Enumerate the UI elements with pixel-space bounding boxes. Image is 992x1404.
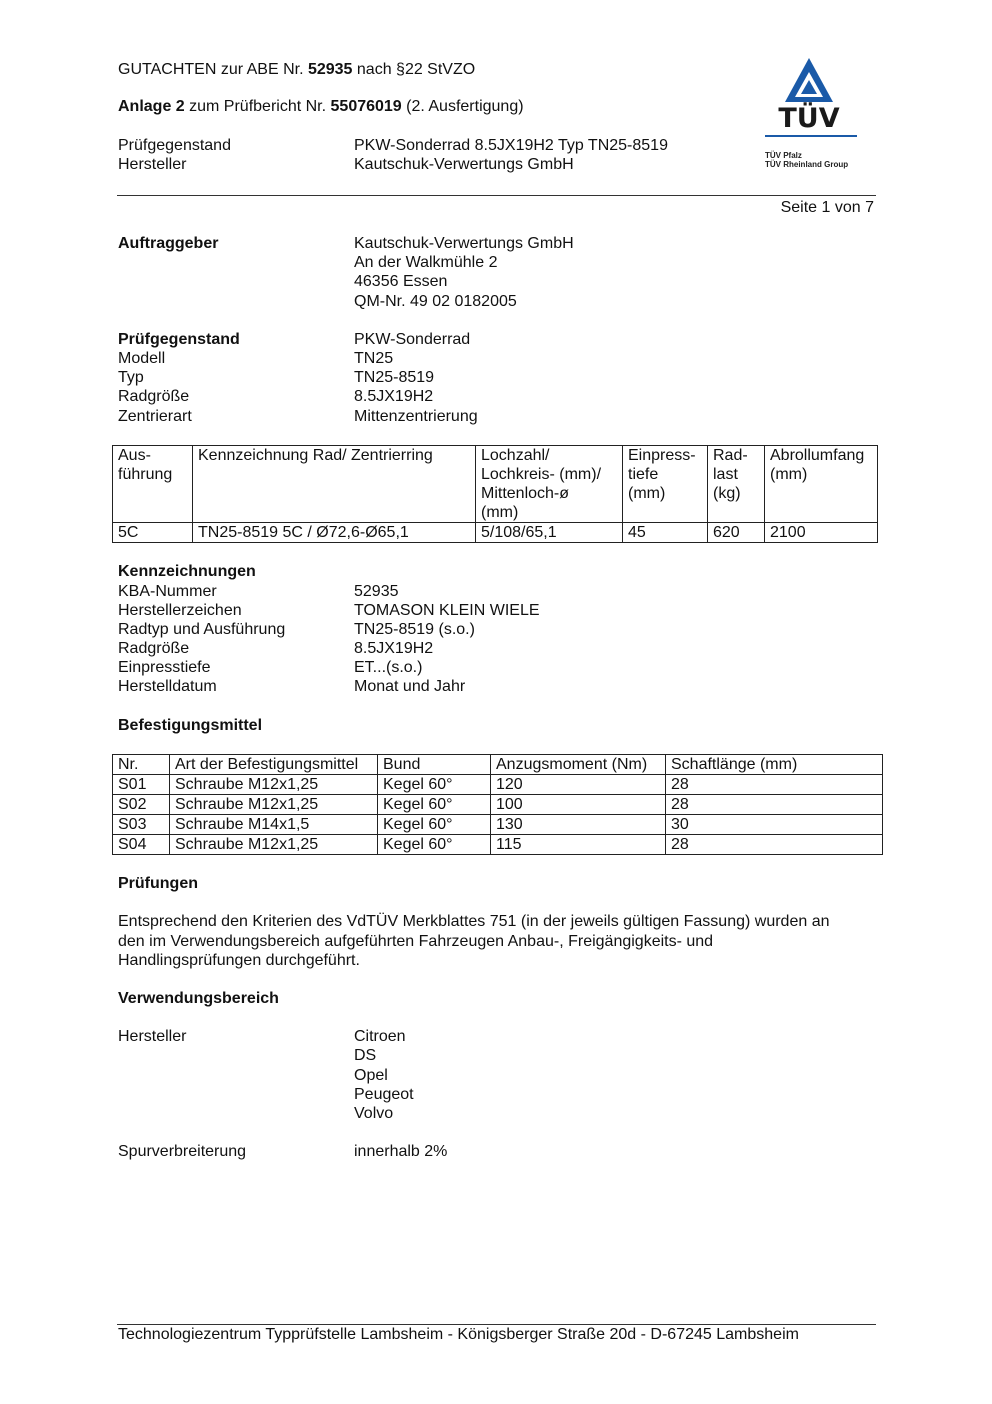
- marking-label: Herstellerzeichen: [118, 602, 242, 619]
- table-cell: 5C: [113, 523, 193, 543]
- tests-paragraph-line: Entsprechend den Kriterien des VdTÜV Merkblattes 751 (in der jeweils gültigen Fassung) wurden an: [118, 913, 830, 930]
- table-cell: 45: [623, 523, 708, 543]
- annex-mid: zum Prüfbericht Nr.: [184, 98, 331, 115]
- table-cell: 100: [491, 795, 666, 815]
- header-line: Lochzahl/: [481, 447, 550, 464]
- table-header-cell: Nr.: [113, 755, 170, 775]
- marking-value: TN25-8519 (s.o.): [354, 621, 475, 638]
- header-line: (kg): [713, 485, 741, 502]
- table-cell: Kegel 60°: [378, 835, 491, 855]
- tuv-logo-sub2: TÜV Rheinland Group: [765, 160, 849, 169]
- footer-address: Technologiezentrum Typprüfstelle Lambsheim - Königsberger Straße 20d - D-67245 Lambsheim: [118, 1326, 799, 1343]
- subject-value: TN25-8519: [354, 369, 435, 386]
- header-line: Kennzeichnung Rad/ Zentrierring: [198, 447, 433, 464]
- table-cell: S01: [113, 775, 170, 795]
- table-cell: S02: [113, 795, 170, 815]
- tuv-logo-sub1: TÜV Pfalz: [765, 151, 802, 160]
- fasteners-table: [112, 754, 883, 855]
- table-cell: Kegel 60°: [378, 795, 491, 815]
- track-widening-value: innerhalb 2%: [354, 1143, 448, 1160]
- header-line: Aus-: [118, 447, 151, 464]
- table-header-cell: Art der Befestigungsmittel: [170, 755, 378, 775]
- table-cell: S03: [113, 815, 170, 835]
- abe-number: 52935: [307, 61, 353, 78]
- table-cell: 28: [666, 835, 883, 855]
- table-cell: 30: [666, 815, 883, 835]
- marking-label: KBA-Nummer: [118, 583, 217, 600]
- table-cell: 620: [708, 523, 765, 543]
- marking-value: ET...(s.o.): [354, 659, 423, 676]
- tuv-logo: [762, 56, 862, 176]
- table-header-cell: [708, 446, 765, 523]
- table-row: [113, 795, 883, 815]
- subject-heading: Prüfgegenstand: [118, 331, 240, 348]
- usage-maker: Peugeot: [354, 1086, 414, 1103]
- table-cell: 120: [491, 775, 666, 795]
- tests-paragraph-line: den im Verwendungsbereich aufgeführten Fahrzeugen Anbau-, Freigängigkeits- und: [118, 933, 714, 950]
- marking-label: Einpresstiefe: [118, 659, 211, 676]
- marking-value: Monat und Jahr: [354, 678, 466, 695]
- tests-paragraph-line: Handlingsprüfungen durchgeführt.: [118, 952, 360, 969]
- table-header-cell: Anzugsmoment (Nm): [491, 755, 666, 775]
- markings-heading: Kennzeichnungen: [118, 563, 256, 580]
- header-line: (mm): [770, 466, 808, 483]
- track-widening-label: Spurverbreiterung: [118, 1143, 247, 1160]
- tuv-logo-rule: [765, 135, 857, 137]
- test-report-number: 55076019: [330, 98, 402, 115]
- header-line: Mittenloch-ø: [481, 485, 570, 502]
- annex-suffix: (2. Ausfertigung): [401, 98, 524, 115]
- client-name: Kautschuk-Verwertungs GmbH: [354, 235, 574, 252]
- report-title-prefix: GUTACHTEN zur ABE Nr.: [118, 61, 308, 78]
- header-line: tiefe: [628, 466, 659, 483]
- usage-maker: Citroen: [354, 1028, 406, 1045]
- table-row: [113, 775, 883, 795]
- marking-label: Radgröße: [118, 640, 190, 657]
- table-cell: 115: [491, 835, 666, 855]
- wheel-spec-table: [112, 445, 878, 543]
- usage-maker: DS: [354, 1047, 377, 1064]
- table-header-cell: Bund: [378, 755, 491, 775]
- table-cell: 5/108/65,1: [476, 523, 623, 543]
- table-cell: 2100: [765, 523, 878, 543]
- table-cell: Schraube M12x1,25: [170, 775, 378, 795]
- page-number: Seite 1 von 7: [780, 199, 874, 216]
- table-cell: S04: [113, 835, 170, 855]
- header-divider: [117, 195, 876, 196]
- subject-value: Mittenzentrierung: [354, 408, 478, 425]
- header-line: Rad-: [713, 447, 748, 464]
- header-line: führung: [118, 466, 173, 483]
- usage-heading: Verwendungsbereich: [118, 990, 279, 1007]
- table-cell: Schraube M12x1,25: [170, 795, 378, 815]
- table-row: [113, 815, 883, 835]
- table-cell: TN25-8519 5C / Ø72,6-Ø65,1: [193, 523, 476, 543]
- header-line: Einpress-: [628, 447, 696, 464]
- table-cell: 28: [666, 795, 883, 815]
- header-maker-label: Hersteller: [118, 156, 187, 173]
- table-header-cell: [765, 446, 878, 523]
- annex-line: [118, 97, 524, 116]
- table-cell: Kegel 60°: [378, 815, 491, 835]
- usage-maker: Volvo: [354, 1105, 394, 1122]
- marking-value: TOMASON KLEIN WIELE: [354, 602, 540, 619]
- table-cell: Kegel 60°: [378, 775, 491, 795]
- table-cell: 130: [491, 815, 666, 835]
- subject-heading-value: PKW-Sonderrad: [354, 331, 471, 348]
- marking-label: Radtyp und Ausführung: [118, 621, 286, 638]
- annex-label: Anlage 2: [118, 98, 185, 115]
- header-line: last: [713, 466, 738, 483]
- client-label: Auftraggeber: [118, 235, 219, 252]
- table-header-row: [113, 755, 883, 775]
- subject-label: Zentrierart: [118, 408, 192, 425]
- table-header-cell: [193, 446, 476, 523]
- header-line: Abrollumfang: [770, 447, 865, 464]
- usage-maker-label: Hersteller: [118, 1028, 187, 1045]
- report-title: [118, 60, 475, 79]
- header-line: (mm): [481, 504, 519, 521]
- table-header-cell: [113, 446, 193, 523]
- client-city: 46356 Essen: [354, 273, 448, 290]
- usage-maker: Opel: [354, 1067, 388, 1084]
- table-cell: Schraube M14x1,5: [170, 815, 378, 835]
- table-header-cell: Schaftlänge (mm): [666, 755, 883, 775]
- table-header-cell: [623, 446, 708, 523]
- table-row: [113, 835, 883, 855]
- marking-value: 8.5JX19H2: [354, 640, 434, 657]
- table-header-row: [113, 446, 878, 523]
- client-qm-number: QM-Nr. 49 02 0182005: [354, 293, 517, 310]
- table-cell: 28: [666, 775, 883, 795]
- header-subject-label: Prüfgegenstand: [118, 137, 231, 154]
- tests-heading: Prüfungen: [118, 875, 198, 892]
- table-header-cell: [476, 446, 623, 523]
- marking-value: 52935: [354, 583, 399, 600]
- subject-value: TN25: [354, 350, 394, 367]
- header-line: Lochkreis- (mm)/: [481, 466, 602, 483]
- fasteners-heading: Befestigungsmittel: [118, 717, 263, 734]
- client-street: An der Walkmühle 2: [354, 254, 498, 271]
- header-maker-value: Kautschuk-Verwertungs GmbH: [354, 156, 574, 173]
- subject-label: Typ: [118, 369, 144, 386]
- table-row: [113, 523, 878, 543]
- tuv-logo-text: TÜV: [778, 103, 840, 134]
- report-title-suffix: nach §22 StVZO: [352, 61, 476, 78]
- subject-value: 8.5JX19H2: [354, 388, 434, 405]
- header-line: (mm): [628, 485, 666, 502]
- header-subject-value: PKW-Sonderrad 8.5JX19H2 Typ TN25-8519: [354, 137, 668, 154]
- subject-label: Modell: [118, 350, 166, 367]
- subject-label: Radgröße: [118, 388, 190, 405]
- marking-label: Herstelldatum: [118, 678, 217, 695]
- tuv-triangle-icon: [762, 56, 862, 108]
- table-cell: Schraube M12x1,25: [170, 835, 378, 855]
